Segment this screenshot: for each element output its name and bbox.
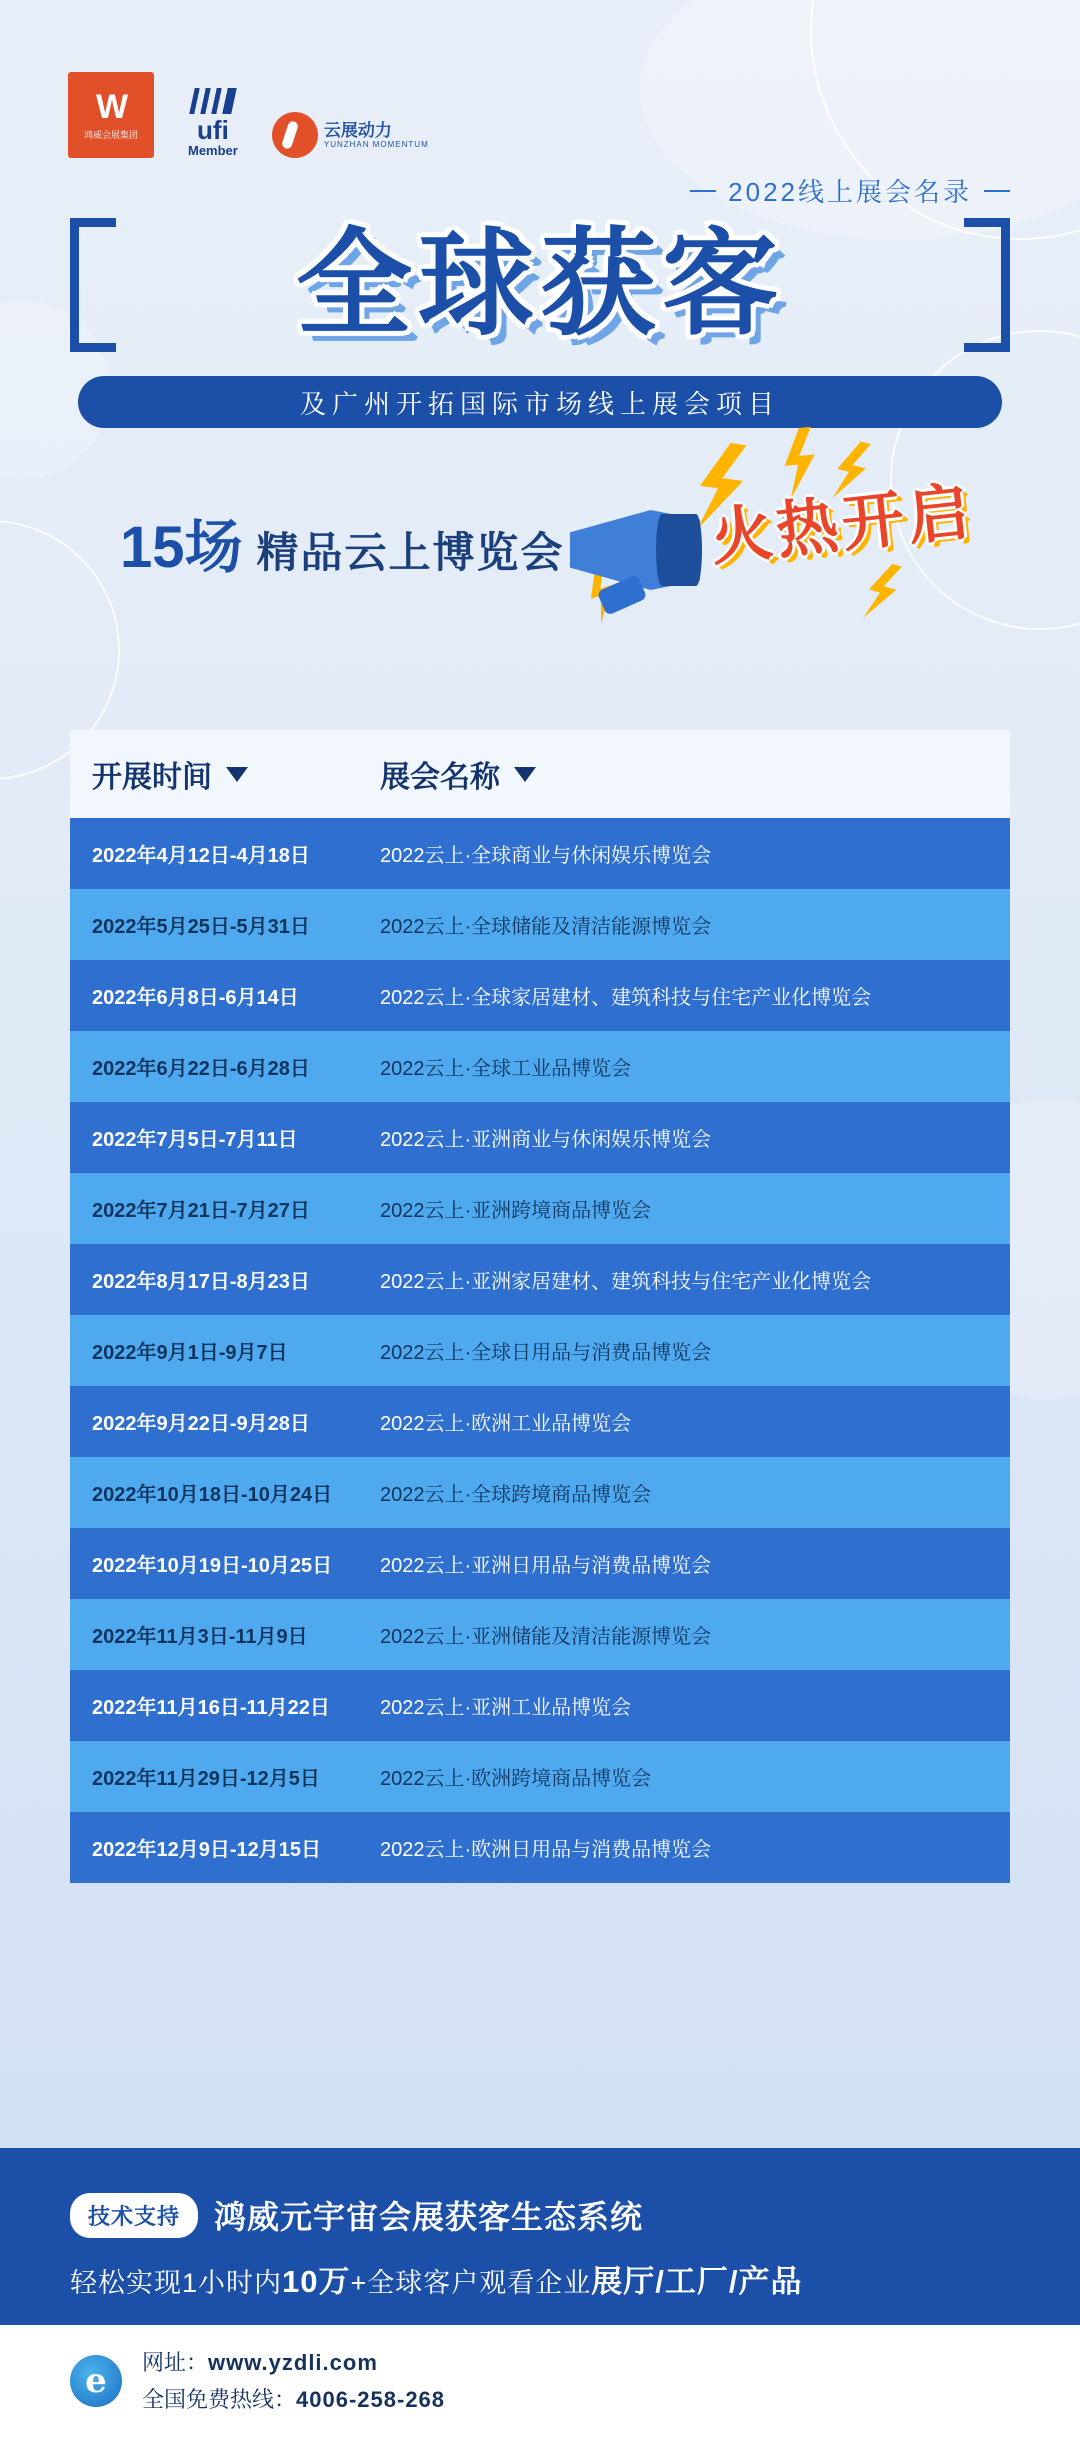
ufi-logo-bars-icon bbox=[189, 88, 237, 114]
kicker-dash-right-icon bbox=[984, 190, 1010, 192]
contact-website-value[interactable]: www.yzdli.com bbox=[208, 2349, 378, 2375]
contact-info bbox=[142, 2344, 445, 2419]
row-name: 2022云上·亚洲家居建材、建筑科技与住宅产业化博览会 bbox=[380, 1271, 872, 1293]
expo-schedule-table bbox=[70, 730, 1010, 1883]
row-date: 2022年6月22日-6月28日 bbox=[92, 1058, 310, 1080]
yunzhan-logo-name: 云展动力 bbox=[323, 120, 392, 140]
row-name: 2022云上·亚洲工业品博览会 bbox=[380, 1697, 632, 1719]
table-row[interactable] bbox=[70, 1173, 1010, 1244]
bracket-left-icon bbox=[70, 218, 116, 352]
table-row[interactable] bbox=[70, 1102, 1010, 1173]
hongwei-logo bbox=[68, 72, 154, 158]
browser-icon: e bbox=[70, 2355, 122, 2407]
table-row[interactable] bbox=[70, 1528, 1010, 1599]
table-row[interactable] bbox=[70, 1031, 1010, 1102]
ufi-logo bbox=[188, 88, 238, 158]
row-name: 2022云上·亚洲储能及清洁能源博览会 bbox=[380, 1626, 712, 1648]
row-date: 2022年7月5日-7月11日 bbox=[92, 1129, 298, 1151]
footer-slogan-number: 10万 bbox=[282, 2264, 351, 2299]
row-name: 2022云上·欧洲日用品与消费品博览会 bbox=[380, 1839, 712, 1861]
row-date: 2022年9月22日-9月28日 bbox=[92, 1413, 310, 1435]
megaphone-banner bbox=[560, 470, 1020, 620]
footer bbox=[0, 2148, 1080, 2437]
hongwei-logo-text: 鸿威会展集团 bbox=[83, 129, 138, 140]
ufi-logo-name: ufi bbox=[197, 115, 229, 145]
row-date: 2022年5月25日-5月31日 bbox=[92, 916, 310, 938]
contact-website-line bbox=[142, 2344, 445, 2381]
contact-hotline-label: 全国免费热线： bbox=[142, 2387, 297, 2412]
expo-count-text: 精品云上博览会 bbox=[256, 529, 565, 576]
table-row[interactable] bbox=[70, 1599, 1010, 1670]
row-date: 2022年10月18日-10月24日 bbox=[92, 1484, 333, 1506]
row-name: 2022云上·全球储能及清洁能源博览会 bbox=[380, 916, 712, 938]
row-date: 2022年12月9日-12月15日 bbox=[92, 1839, 322, 1861]
footer-contact-bar bbox=[0, 2325, 1080, 2437]
yunzhan-logo-circle-icon bbox=[272, 112, 318, 158]
row-date: 2022年7月21日-7月27日 bbox=[92, 1200, 310, 1222]
row-name: 2022云上·全球工业品博览会 bbox=[380, 1058, 632, 1080]
row-date: 2022年4月12日-4月18日 bbox=[92, 845, 310, 867]
row-name: 2022云上·欧洲工业品博览会 bbox=[380, 1413, 632, 1435]
table-row[interactable] bbox=[70, 1315, 1010, 1386]
row-name: 2022云上·全球商业与休闲娱乐博览会 bbox=[380, 845, 712, 867]
row-date: 2022年9月1日-9月7日 bbox=[92, 1342, 288, 1364]
table-row[interactable] bbox=[70, 960, 1010, 1031]
footer-slogan bbox=[0, 2256, 1080, 2301]
tech-support-badge: 技术支持 bbox=[70, 2193, 198, 2238]
contact-hotline-value[interactable]: 4006-258-268 bbox=[296, 2387, 446, 2412]
footer-title: 鸿威元宇宙会展获客生态系统 bbox=[214, 2199, 644, 2235]
ufi-logo-member: Member bbox=[188, 143, 238, 158]
row-date: 2022年11月16日-11月22日 bbox=[92, 1697, 330, 1719]
hero-block bbox=[0, 210, 1080, 428]
page-title: 全球获客 bbox=[296, 217, 784, 352]
table-header-row bbox=[70, 730, 1010, 818]
yunzhan-logo bbox=[272, 112, 429, 158]
expo-count-line bbox=[120, 500, 565, 584]
table-header-name[interactable] bbox=[380, 752, 536, 796]
row-name: 2022云上·亚洲跨境商品博览会 bbox=[380, 1200, 652, 1222]
table-header-date-label: 开展时间 bbox=[92, 761, 212, 794]
footer-slogan-suffix: +全球客户观看企业 bbox=[350, 2268, 592, 2298]
table-row[interactable] bbox=[70, 1741, 1010, 1812]
row-name: 2022云上·亚洲商业与休闲娱乐博览会 bbox=[380, 1129, 712, 1151]
kicker-label: 2022线上展会名录 bbox=[728, 177, 972, 207]
row-name: 2022云上·全球日用品与消费品博览会 bbox=[380, 1342, 712, 1364]
table-header-date[interactable] bbox=[92, 752, 380, 796]
footer-main bbox=[0, 2162, 1080, 2325]
row-date: 2022年8月17日-8月23日 bbox=[92, 1271, 310, 1293]
row-date: 2022年6月8日-6月14日 bbox=[92, 987, 299, 1009]
row-name: 2022云上·亚洲日用品与消费品博览会 bbox=[380, 1555, 712, 1577]
contact-website-label: 网址： bbox=[142, 2349, 209, 2375]
chevron-down-icon[interactable] bbox=[226, 767, 248, 782]
row-date: 2022年11月29日-12月5日 bbox=[92, 1768, 320, 1790]
footer-divider bbox=[0, 2148, 1080, 2162]
table-row[interactable] bbox=[70, 1244, 1010, 1315]
chevron-down-icon[interactable] bbox=[514, 767, 536, 782]
megaphone-body-icon bbox=[656, 514, 702, 586]
lightning-bolt-icon bbox=[853, 557, 912, 627]
bracket-right-icon bbox=[964, 218, 1010, 352]
expo-count-number: 15场 bbox=[120, 515, 243, 580]
table-header-name-label: 展会名称 bbox=[380, 761, 500, 794]
hongwei-logo-mark: W bbox=[95, 87, 127, 126]
hot-launch-text: 火热开启 bbox=[706, 474, 978, 575]
row-name: 2022云上·欧洲跨境商品博览会 bbox=[380, 1768, 652, 1790]
hero-subtitle: 及广州开拓国际市场线上展会项目 bbox=[78, 376, 1002, 428]
footer-slogan-tail: 展厅/工厂/产品 bbox=[591, 2264, 803, 2299]
hero-kicker bbox=[690, 172, 1010, 209]
contact-hotline-line bbox=[142, 2381, 445, 2418]
row-name: 2022云上·全球家居建材、建筑科技与住宅产业化博览会 bbox=[380, 987, 872, 1009]
kicker-dash-left-icon bbox=[690, 190, 716, 192]
table-row[interactable] bbox=[70, 889, 1010, 960]
table-row[interactable] bbox=[70, 1812, 1010, 1883]
table-row[interactable] bbox=[70, 1457, 1010, 1528]
logo-row bbox=[68, 72, 429, 158]
row-name: 2022云上·全球跨境商品博览会 bbox=[380, 1484, 652, 1506]
table-row[interactable] bbox=[70, 1386, 1010, 1457]
table-row[interactable] bbox=[70, 818, 1010, 889]
row-date: 2022年10月19日-10月25日 bbox=[92, 1555, 333, 1577]
row-date: 2022年11月3日-11月9日 bbox=[92, 1626, 308, 1648]
megaphone-handle-icon bbox=[597, 574, 648, 616]
table-row[interactable] bbox=[70, 1670, 1010, 1741]
footer-slogan-prefix: 轻松实现1小时内 bbox=[70, 2268, 283, 2298]
yunzhan-logo-subname: YUNZHAN MOMENTUM bbox=[323, 140, 429, 150]
